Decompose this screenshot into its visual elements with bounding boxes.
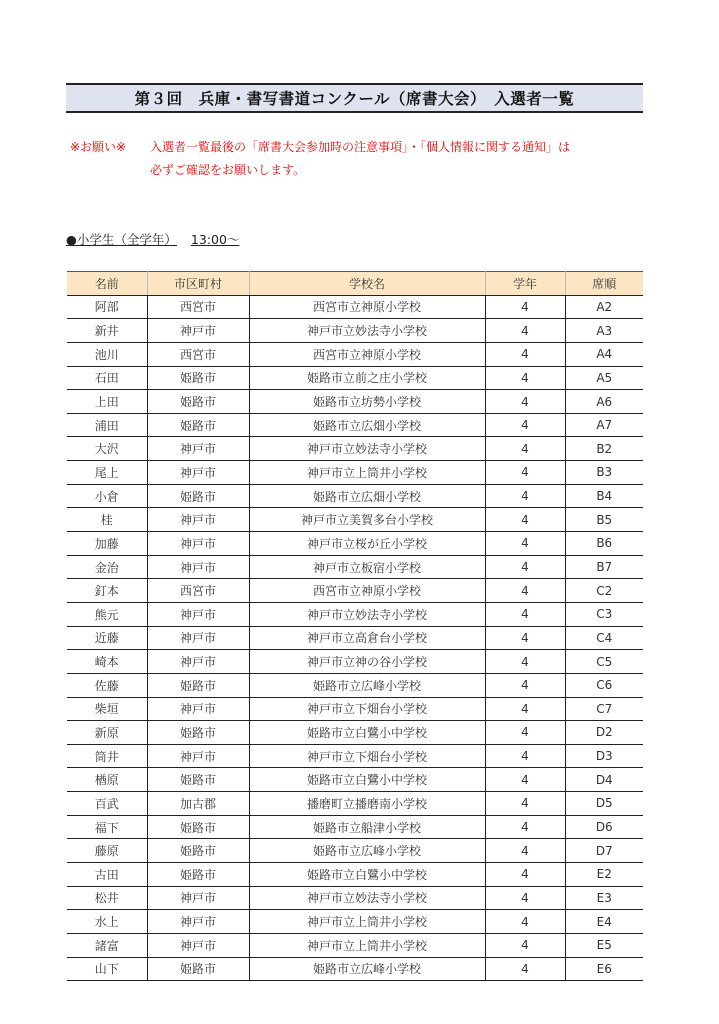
cell-grade: 4 <box>485 437 565 461</box>
cell-seat: D4 <box>565 768 643 792</box>
cell-seat: D7 <box>565 839 643 863</box>
cell-school: 神戸市立妙法寺小学校 <box>249 437 485 461</box>
cell-school: 神戸市立美賀多台小学校 <box>249 508 485 532</box>
table-row <box>67 650 643 674</box>
table-row <box>67 602 643 626</box>
cell-name: 熊元 <box>67 602 147 626</box>
cell-name: 柴垣 <box>67 697 147 721</box>
cell-seat: E6 <box>565 957 643 981</box>
cell-school: 神戸市立高倉台小学校 <box>249 626 485 650</box>
cell-school: 姫路市立広峰小学校 <box>249 839 485 863</box>
cell-grade: 4 <box>485 697 565 721</box>
cell-school: 姫路市立前之庄小学校 <box>249 366 485 390</box>
table-row <box>67 555 643 579</box>
cell-grade: 4 <box>485 910 565 934</box>
table-row <box>67 390 643 414</box>
cell-seat: B3 <box>565 461 643 485</box>
cell-grade: 4 <box>485 744 565 768</box>
table-row <box>67 484 643 508</box>
cell-school: 姫路市立白鷺小中学校 <box>249 863 485 887</box>
cell-grade: 4 <box>485 886 565 910</box>
cell-seat: A3 <box>565 319 643 343</box>
cell-school: 神戸市立神の谷小学校 <box>249 650 485 674</box>
cell-name: 加藤 <box>67 532 147 556</box>
cell-seat: A4 <box>565 342 643 366</box>
cell-city: 加古郡 <box>147 792 249 816</box>
cell-city: 姫路市 <box>147 721 249 745</box>
cell-name: 新井 <box>67 319 147 343</box>
cell-city: 神戸市 <box>147 650 249 674</box>
table-row <box>67 508 643 532</box>
table-row <box>67 721 643 745</box>
cell-name: 佐藤 <box>67 673 147 697</box>
cell-seat: B4 <box>565 484 643 508</box>
cell-seat: C5 <box>565 650 643 674</box>
cell-name: 新原 <box>67 721 147 745</box>
cell-name: 釘本 <box>67 579 147 603</box>
cell-name: 水上 <box>67 910 147 934</box>
cell-name: 近藤 <box>67 626 147 650</box>
cell-city: 西宮市 <box>147 295 249 319</box>
cell-city: 神戸市 <box>147 461 249 485</box>
cell-city: 神戸市 <box>147 602 249 626</box>
cell-grade: 4 <box>485 650 565 674</box>
section-heading <box>66 230 239 248</box>
cell-city: 神戸市 <box>147 437 249 461</box>
table-row <box>67 342 643 366</box>
cell-name: 上田 <box>67 390 147 414</box>
table-row <box>67 886 643 910</box>
page-title: 第３回 兵庫・書写書道コンクール（席書大会） 入選者一覧 <box>66 83 643 113</box>
cell-name: 百武 <box>67 792 147 816</box>
cell-city: 姫路市 <box>147 768 249 792</box>
cell-school: 姫路市立坊勢小学校 <box>249 390 485 414</box>
cell-seat: C4 <box>565 626 643 650</box>
cell-name: 松井 <box>67 886 147 910</box>
cell-name: 池川 <box>67 342 147 366</box>
cell-grade: 4 <box>485 863 565 887</box>
cell-grade: 4 <box>485 768 565 792</box>
cell-seat: E3 <box>565 886 643 910</box>
column-header-city: 市区町村 <box>147 272 249 296</box>
cell-seat: D5 <box>565 792 643 816</box>
cell-seat: B7 <box>565 555 643 579</box>
cell-school: 神戸市立上筒井小学校 <box>249 461 485 485</box>
cell-city: 姫路市 <box>147 673 249 697</box>
cell-grade: 4 <box>485 295 565 319</box>
cell-grade: 4 <box>485 792 565 816</box>
column-header-name: 名前 <box>67 272 147 296</box>
column-header-grade: 学年 <box>485 272 565 296</box>
cell-seat: E4 <box>565 910 643 934</box>
cell-name: 諸富 <box>67 933 147 957</box>
cell-seat: D2 <box>565 721 643 745</box>
cell-name: 山下 <box>67 957 147 981</box>
cell-seat: A6 <box>565 390 643 414</box>
cell-name: 金治 <box>67 555 147 579</box>
table-row <box>67 366 643 390</box>
cell-grade: 4 <box>485 555 565 579</box>
cell-grade: 4 <box>485 390 565 414</box>
cell-city: 姫路市 <box>147 839 249 863</box>
cell-city: 神戸市 <box>147 744 249 768</box>
table-row <box>67 319 643 343</box>
cell-name: 筒井 <box>67 744 147 768</box>
table-row <box>67 295 643 319</box>
table-row <box>67 792 643 816</box>
table-row <box>67 768 643 792</box>
cell-school: 姫路市立白鷺小中学校 <box>249 768 485 792</box>
cell-school: 神戸市立下畑台小学校 <box>249 697 485 721</box>
cell-school: 神戸市立上筒井小学校 <box>249 910 485 934</box>
table-row <box>67 461 643 485</box>
cell-school: 姫路市立広峰小学校 <box>249 957 485 981</box>
cell-school: 姫路市立広畑小学校 <box>249 484 485 508</box>
table-row <box>67 863 643 887</box>
cell-city: 神戸市 <box>147 910 249 934</box>
cell-school: 神戸市立上筒井小学校 <box>249 933 485 957</box>
cell-city: 姫路市 <box>147 390 249 414</box>
cell-grade: 4 <box>485 933 565 957</box>
section-time: 13:00～ <box>190 232 240 247</box>
notice-prefix: ※お願い※ <box>70 140 127 154</box>
table-row <box>67 744 643 768</box>
cell-name: 小倉 <box>67 484 147 508</box>
cell-name: 桂 <box>67 508 147 532</box>
cell-grade: 4 <box>485 721 565 745</box>
table-row <box>67 437 643 461</box>
column-header-seat: 席順 <box>565 272 643 296</box>
cell-school: 姫路市立広畑小学校 <box>249 413 485 437</box>
cell-grade: 4 <box>485 484 565 508</box>
cell-city: 西宮市 <box>147 342 249 366</box>
table-row <box>67 626 643 650</box>
cell-city: 姫路市 <box>147 484 249 508</box>
cell-seat: B2 <box>565 437 643 461</box>
cell-city: 神戸市 <box>147 626 249 650</box>
cell-seat: C6 <box>565 673 643 697</box>
table-row <box>67 839 643 863</box>
cell-grade: 4 <box>485 342 565 366</box>
cell-grade: 4 <box>485 508 565 532</box>
section-label: ●小学生（全学年） <box>66 232 177 247</box>
cell-name: 崎本 <box>67 650 147 674</box>
cell-grade: 4 <box>485 366 565 390</box>
cell-seat: A7 <box>565 413 643 437</box>
cell-school: 神戸市立下畑台小学校 <box>249 744 485 768</box>
cell-city: 神戸市 <box>147 933 249 957</box>
table-row <box>67 413 643 437</box>
cell-grade: 4 <box>485 626 565 650</box>
column-header-school: 学校名 <box>249 272 485 296</box>
cell-school: 姫路市立白鷺小中学校 <box>249 721 485 745</box>
cell-city: 西宮市 <box>147 579 249 603</box>
cell-school: 姫路市立船津小学校 <box>249 815 485 839</box>
cell-city: 姫路市 <box>147 413 249 437</box>
table-row <box>67 532 643 556</box>
cell-school: 播磨町立播磨南小学校 <box>249 792 485 816</box>
cell-school: 西宮市立神原小学校 <box>249 579 485 603</box>
cell-seat: C7 <box>565 697 643 721</box>
cell-school: 姫路市立広峰小学校 <box>249 673 485 697</box>
cell-seat: D6 <box>565 815 643 839</box>
cell-grade: 4 <box>485 815 565 839</box>
cell-grade: 4 <box>485 413 565 437</box>
cell-name: 藤原 <box>67 839 147 863</box>
cell-city: 姫路市 <box>147 815 249 839</box>
cell-school: 神戸市立妙法寺小学校 <box>249 319 485 343</box>
notice-line-2: 必ずご確認をお願いします。 <box>150 163 306 177</box>
table-row <box>67 579 643 603</box>
entrants-table <box>67 271 643 981</box>
cell-city: 姫路市 <box>147 366 249 390</box>
cell-city: 神戸市 <box>147 886 249 910</box>
cell-seat: C3 <box>565 602 643 626</box>
cell-school: 西宮市立神原小学校 <box>249 342 485 366</box>
cell-city: 姫路市 <box>147 957 249 981</box>
cell-seat: A5 <box>565 366 643 390</box>
cell-school: 神戸市立板宿小学校 <box>249 555 485 579</box>
cell-school: 神戸市立妙法寺小学校 <box>249 602 485 626</box>
cell-grade: 4 <box>485 461 565 485</box>
cell-name: 阿部 <box>67 295 147 319</box>
table-row <box>67 957 643 981</box>
cell-grade: 4 <box>485 957 565 981</box>
cell-name: 浦田 <box>67 413 147 437</box>
table-row <box>67 697 643 721</box>
cell-city: 神戸市 <box>147 508 249 532</box>
cell-city: 神戸市 <box>147 319 249 343</box>
table-row <box>67 673 643 697</box>
cell-seat: B5 <box>565 508 643 532</box>
notice <box>70 136 650 182</box>
cell-school: 神戸市立妙法寺小学校 <box>249 886 485 910</box>
cell-grade: 4 <box>485 579 565 603</box>
cell-grade: 4 <box>485 673 565 697</box>
table-header-row <box>67 272 643 296</box>
notice-line-1: 入選者一覧最後の「席書大会参加時の注意事項」・「個人情報に関する通知」は <box>150 140 571 154</box>
cell-grade: 4 <box>485 319 565 343</box>
cell-city: 神戸市 <box>147 555 249 579</box>
cell-name: 大沢 <box>67 437 147 461</box>
table-row <box>67 910 643 934</box>
cell-seat: B6 <box>565 532 643 556</box>
cell-grade: 4 <box>485 602 565 626</box>
cell-name: 古田 <box>67 863 147 887</box>
cell-name: 尾上 <box>67 461 147 485</box>
cell-seat: D3 <box>565 744 643 768</box>
cell-city: 神戸市 <box>147 532 249 556</box>
cell-seat: A2 <box>565 295 643 319</box>
table-row <box>67 815 643 839</box>
cell-seat: E2 <box>565 863 643 887</box>
cell-city: 神戸市 <box>147 697 249 721</box>
cell-name: 石田 <box>67 366 147 390</box>
cell-school: 西宮市立神原小学校 <box>249 295 485 319</box>
cell-grade: 4 <box>485 532 565 556</box>
cell-name: 福下 <box>67 815 147 839</box>
table-row <box>67 933 643 957</box>
cell-name: 楢原 <box>67 768 147 792</box>
cell-school: 神戸市立桜が丘小学校 <box>249 532 485 556</box>
cell-grade: 4 <box>485 839 565 863</box>
cell-city: 姫路市 <box>147 863 249 887</box>
cell-seat: C2 <box>565 579 643 603</box>
cell-seat: E5 <box>565 933 643 957</box>
